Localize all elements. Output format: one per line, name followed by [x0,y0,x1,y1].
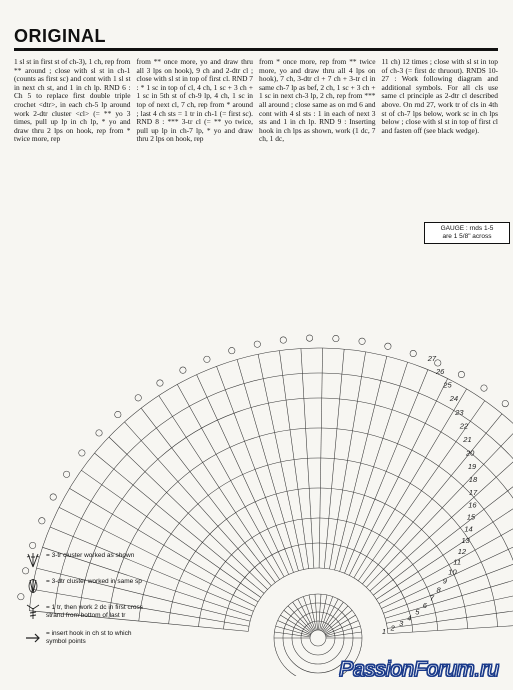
mesh-line [349,379,447,576]
round-number-label: 18 [468,475,478,484]
picot [306,335,312,341]
legend-text: = insert hook in ch st to which symbol points [46,630,132,645]
picot [254,341,260,347]
mesh-line [177,384,284,576]
mesh-line [141,408,275,582]
round-number-label: 5 [415,607,420,617]
picot [502,400,508,406]
round-arc [223,543,412,632]
picot [79,450,85,456]
mesh-line [125,422,272,586]
picot [50,494,56,500]
round-number-label: 7 [429,593,435,603]
mesh-line [237,360,298,571]
watermark: PassionForum.ru [339,658,499,681]
center-spoke [325,620,358,634]
round-number-label: 2 [390,623,395,633]
instructions-column-2: from ** once more, yo and draw thru all 3 lps on hook), 9 ch and 2-dtr cl ; close with sl st in top of first cl. RND 7 : * 1 sc in top of cl, 4 ch, 1 sc + 3 ch + 1 sc in 5th st of ch-9 lp, 4 ch, 1 sc in top of next cl, 7 ch, rep from * around ; last 4 ch sts = 1 tr in ch-1 (= first sc). RND 8 : *** 3-tr cl (= ** yo twice, pull up lp in ch-7 lp, * yo and draw thru 2 lps on hook, rep [136,57,253,144]
tr-2dc-symbol-icon [24,604,42,620]
round-number-label: 8 [436,585,441,595]
round-number-label: 22 [459,421,469,431]
3-dtr-cluster-icon [24,578,42,594]
mesh-line [354,389,467,578]
picot [481,385,487,391]
picot [39,518,45,524]
round-number-label: 12 [457,547,467,556]
picot [385,343,391,349]
round-number-label: 4 [407,613,412,623]
round-number-label: 9 [442,576,447,586]
mesh-line [362,414,502,584]
round-number-label: 27 [427,353,437,363]
mesh-line [329,352,365,569]
round-arc [109,428,513,625]
round-number-label: 6 [422,600,427,610]
round-number-label: 20 [466,448,475,458]
mesh-line [340,362,408,571]
round-arc [139,458,498,627]
mesh-line [279,351,308,569]
round-number-label: 26 [436,367,445,377]
picot [359,338,365,344]
page-title: ORIGINAL [14,26,106,46]
legend-item [24,604,144,620]
picot [135,395,141,401]
round-number-label: 24 [449,394,459,404]
legend-text: = 1 tr, then work 2 dc in first cross strand from bottom of last tr [46,604,143,619]
center-ring [310,630,326,646]
picot [96,430,102,436]
round-arc [248,568,388,634]
picot [157,380,163,386]
center-spoke [280,615,311,634]
round-number-label: 11 [453,557,462,567]
mesh-line [335,356,387,570]
mesh-line [258,354,303,569]
insert-hook-arrow-icon [24,630,42,646]
picot [115,411,121,417]
gauge-line-2: are 1 5/8" across [442,233,492,240]
center-spoke [325,615,356,634]
mesh-line [366,428,513,587]
instructions-column-1: 1 sl st in first st of ch-3), 1 ch, rep from ** around ; close with sl st in ch-1 (counts as first sc) and cont with 1 sl st in next ch st, and 1 in ch lp. RND 6 : Ch 5 to replace first double triple crochet <dtr>, in each ch-5 lp around work 2-dtr cluster <cl> (= ** yo 3 times, pull up lp in ch lp, * yo and draw thru 2 lps on hook, rep from * twice more, rep [14,57,131,144]
symbol-legend [24,552,144,656]
legend-text: = 3-dtr cluster worked in same sp [46,578,142,585]
picot [280,337,286,343]
round-number-label: 25 [443,380,452,390]
center-spoke [288,606,313,632]
legend-item [24,630,144,646]
legend-item [24,578,144,594]
round-number-label: 17 [468,487,478,497]
3-tr-cluster-icon [24,552,42,568]
picot [410,350,416,356]
round-number-label: 1 [381,627,387,636]
instructions-column-4: 11 ch) 12 times ; close with sl st in top of ch-3 (= first dc thruout). RNDS 10-27 : Work following diagram and additional symbols. For all cls use same cl principle as 2-dtr cl described above. On rnd 27, work tr of cls in 4th st of ch-7 lps below, work sc in ch lps below ; close with sl st in top of first cl and fasten off (see black wedge). [381,57,498,135]
picot [229,347,235,353]
round-number-label: 3 [399,618,404,628]
picot [204,356,210,362]
instructions-text [14,58,498,144]
picot [180,367,186,373]
round-number-label: 16 [468,500,477,510]
center-spoke [278,620,311,634]
picot [63,471,69,477]
title-bar [14,26,498,51]
round-number-label: 23 [455,407,464,417]
legend-item [24,552,144,568]
round-number-label: 15 [466,512,476,522]
gauge-line-1: GAUGE : rnds 1-5 [440,225,494,232]
mesh-line [217,366,294,572]
round-number-label: 21 [463,435,472,444]
round-number-label: 14 [464,524,473,534]
round-number-label: 19 [467,461,477,471]
mesh-line [345,370,428,574]
instructions-column-3: from * once more, rep from ** twice more, yo and draw thru all 4 lps on hook), 7 ch, 3-dtr cl + 7 ch + 3-tr cl in same ch-7 lp as bef, 2 ch, 1 sc + 3 ch + 1 sc in next ch-3 lp, 2 ch, rep from *** all around ; close same as on rnd 6 and cont with 4 sl sts : 1 in each of next 3 sts and 1 in ch lp. RND 9 : Inserting hook in ch lps as shown, work (1 dc, 7 ch, 1 dc, [259,57,376,144]
picot [458,371,464,377]
gauge-box [424,222,510,244]
mesh-line [379,496,513,603]
mesh-line [373,460,513,595]
legend-text: = 3-tr cluster worked as shown [46,552,135,559]
center-spoke [323,606,348,632]
round-number-label: 10 [448,567,457,577]
picot [29,542,35,548]
round-number-label: 13 [461,536,470,545]
mesh-line [324,349,344,568]
round-arc [199,518,438,633]
picot [333,335,339,341]
